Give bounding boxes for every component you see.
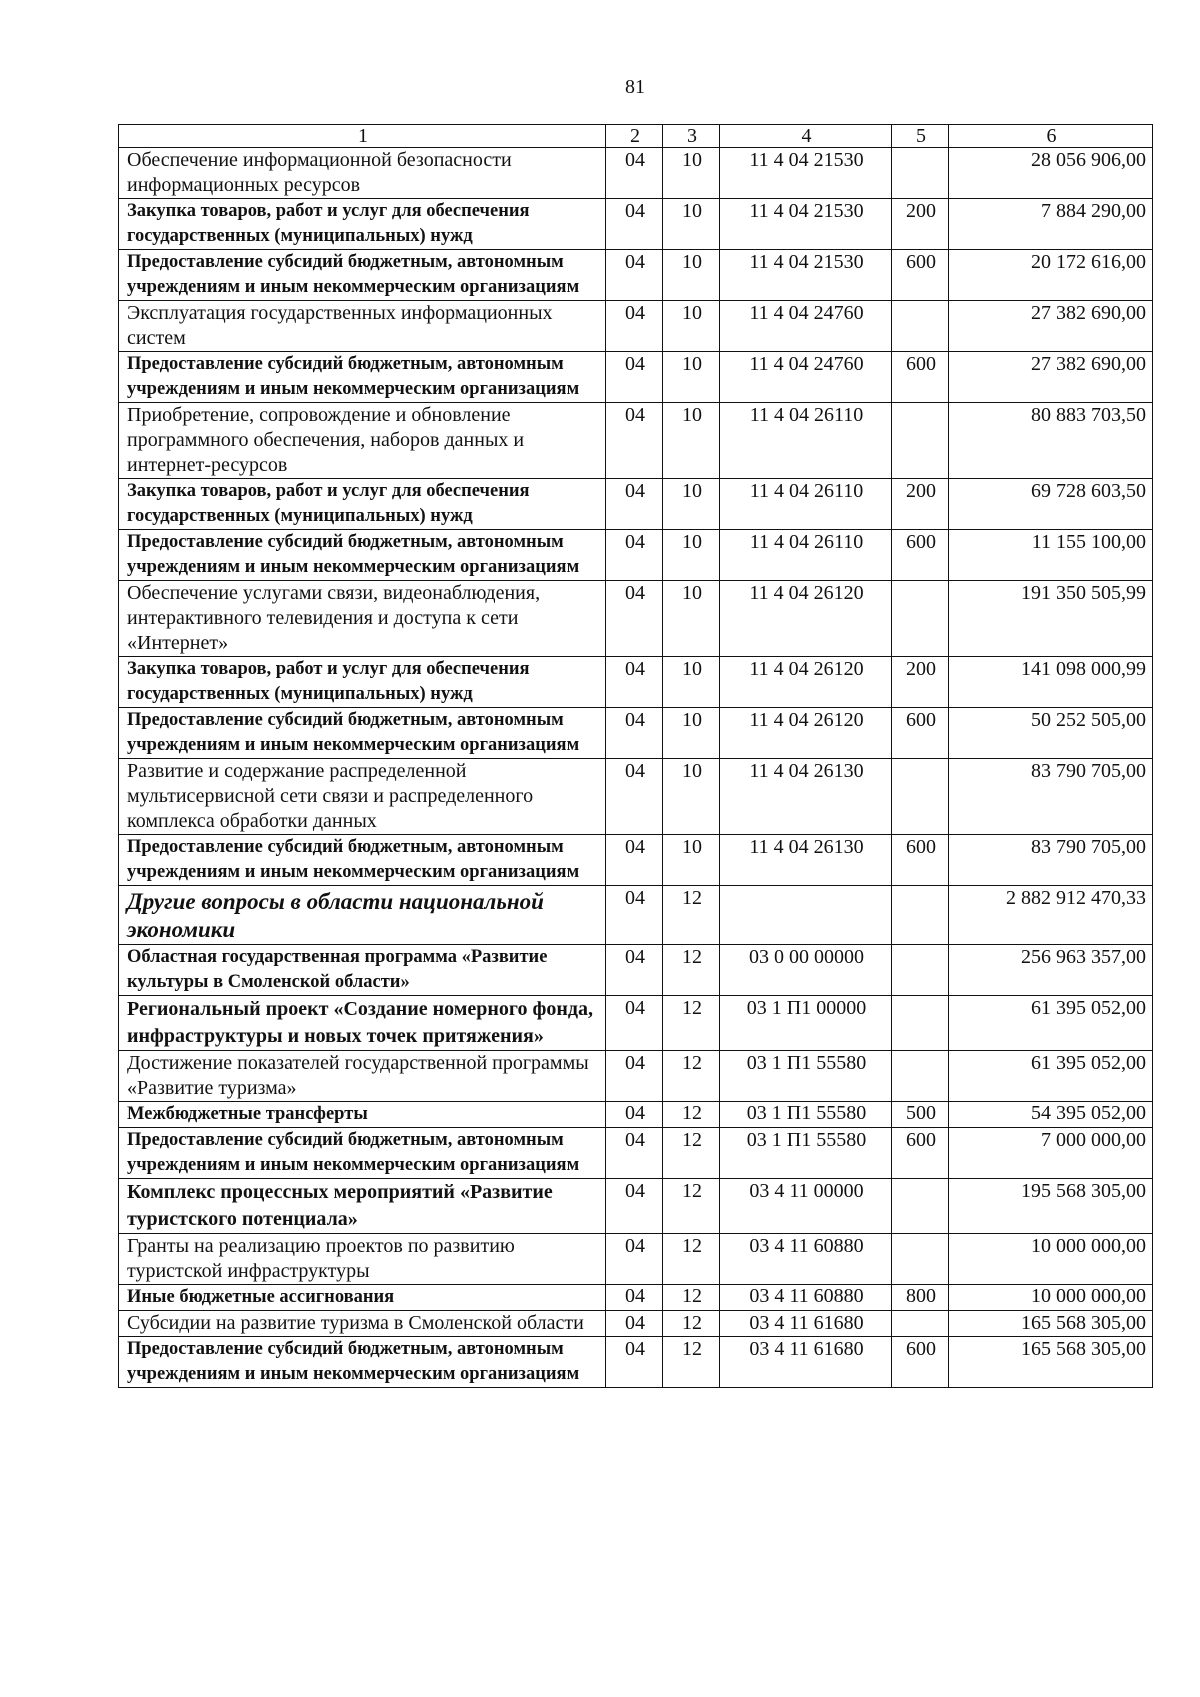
amount-cell: 7 000 000,00 [949,1128,1153,1179]
table-row [119,1311,1153,1337]
amount-cell: 141 098 000,99 [949,657,1153,708]
subsection-code-cell: 12 [663,1337,720,1388]
target-article-cell: 11 4 04 21530 [720,148,892,199]
expense-type-cell: 600 [892,1337,949,1388]
section-code-cell: 04 [606,996,663,1051]
row-name-cell: Областная государственная программа «Развитие культуры в Смоленской области» [119,945,606,996]
amount-cell: 20 172 616,00 [949,250,1153,301]
subsection-code-cell: 10 [663,657,720,708]
row-name-cell: Комплекс процессных мероприятий «Развитие туристского потенциала» [119,1179,606,1234]
target-article-cell: 03 0 00 00000 [720,945,892,996]
target-article-cell [720,886,892,945]
section-code-cell: 04 [606,657,663,708]
amount-cell: 27 382 690,00 [949,352,1153,403]
subsection-code-cell: 12 [663,1234,720,1285]
amount-cell: 27 382 690,00 [949,301,1153,352]
subsection-code-cell: 12 [663,1102,720,1128]
section-code-cell: 04 [606,1337,663,1388]
section-code-cell: 04 [606,1179,663,1234]
target-article-cell: 03 4 11 00000 [720,1179,892,1234]
subsection-code-cell: 10 [663,479,720,530]
expense-type-cell: 500 [892,1102,949,1128]
expense-type-cell [892,301,949,352]
table-row [119,1128,1153,1179]
subsection-code-cell: 10 [663,403,720,479]
row-name-cell: Закупка товаров, работ и услуг для обеспечения государственных (муниципальных) нужд [119,657,606,708]
table-row [119,708,1153,759]
expense-type-cell: 600 [892,250,949,301]
amount-cell: 80 883 703,50 [949,403,1153,479]
section-code-cell: 04 [606,479,663,530]
expense-type-cell: 200 [892,199,949,250]
section-code-cell: 04 [606,581,663,657]
target-article-cell: 11 4 04 26130 [720,759,892,835]
section-code-cell: 04 [606,403,663,479]
subsection-code-cell: 10 [663,301,720,352]
amount-cell: 10 000 000,00 [949,1285,1153,1311]
table-row [119,1102,1153,1128]
amount-cell: 11 155 100,00 [949,530,1153,581]
table-row [119,945,1153,996]
table-row [119,759,1153,835]
row-name-cell: Предоставление субсидий бюджетным, автономным учреждениям и иным некоммерческим организациям [119,1337,606,1388]
expense-type-cell [892,1311,949,1337]
subsection-code-cell: 10 [663,708,720,759]
target-article-cell: 11 4 04 26110 [720,479,892,530]
row-name-cell: Предоставление субсидий бюджетным, автономным учреждениям и иным некоммерческим организациям [119,835,606,886]
subsection-code-cell: 10 [663,250,720,301]
target-article-cell: 11 4 04 26120 [720,657,892,708]
target-article-cell: 11 4 04 21530 [720,250,892,301]
target-article-cell: 03 4 11 60880 [720,1285,892,1311]
target-article-cell: 11 4 04 26110 [720,403,892,479]
table-row [119,657,1153,708]
amount-cell: 10 000 000,00 [949,1234,1153,1285]
subsection-code-cell: 12 [663,1128,720,1179]
column-header: 1 [119,125,606,148]
target-article-cell: 03 1 П1 00000 [720,996,892,1051]
expense-type-cell: 600 [892,835,949,886]
row-name-cell: Субсидии на развитие туризма в Смоленской области [119,1311,606,1337]
section-code-cell: 04 [606,1051,663,1102]
row-name-cell: Закупка товаров, работ и услуг для обеспечения государственных (муниципальных) нужд [119,479,606,530]
table-row [119,1234,1153,1285]
table-row [119,1179,1153,1234]
row-name-cell: Предоставление субсидий бюджетным, автономным учреждениям и иным некоммерческим организациям [119,352,606,403]
column-header: 5 [892,125,949,148]
amount-cell: 83 790 705,00 [949,759,1153,835]
target-article-cell: 03 4 11 61680 [720,1311,892,1337]
column-header: 6 [949,125,1153,148]
amount-cell: 195 568 305,00 [949,1179,1153,1234]
subsection-code-cell: 12 [663,945,720,996]
amount-cell: 191 350 505,99 [949,581,1153,657]
subsection-code-cell: 12 [663,1179,720,1234]
table-header-row [119,125,1153,148]
section-code-cell: 04 [606,1128,663,1179]
target-article-cell: 03 1 П1 55580 [720,1102,892,1128]
expense-type-cell: 600 [892,352,949,403]
target-article-cell: 11 4 04 26120 [720,708,892,759]
section-code-cell: 04 [606,1285,663,1311]
subsection-code-cell: 12 [663,1285,720,1311]
target-article-cell: 11 4 04 24760 [720,301,892,352]
expense-type-cell [892,403,949,479]
expense-type-cell [892,148,949,199]
section-code-cell: 04 [606,352,663,403]
target-article-cell: 11 4 04 21530 [720,199,892,250]
expense-type-cell [892,1234,949,1285]
subsection-code-cell: 12 [663,996,720,1051]
expense-type-cell: 600 [892,530,949,581]
target-article-cell: 03 4 11 60880 [720,1234,892,1285]
section-code-cell: 04 [606,1311,663,1337]
amount-cell: 256 963 357,00 [949,945,1153,996]
section-code-cell: 04 [606,835,663,886]
budget-table [118,124,1153,1388]
section-code-cell: 04 [606,301,663,352]
row-name-cell: Предоставление субсидий бюджетным, автономным учреждениям и иным некоммерческим организациям [119,250,606,301]
amount-cell: 7 884 290,00 [949,199,1153,250]
section-code-cell: 04 [606,945,663,996]
subsection-code-cell: 10 [663,581,720,657]
subsection-code-cell: 10 [663,199,720,250]
row-name-cell: Предоставление субсидий бюджетным, автономным учреждениям и иным некоммерческим организациям [119,530,606,581]
table-row [119,479,1153,530]
row-name-cell: Межбюджетные трансферты [119,1102,606,1128]
subsection-code-cell: 12 [663,1311,720,1337]
row-name-cell: Иные бюджетные ассигнования [119,1285,606,1311]
row-name-cell: Предоставление субсидий бюджетным, автономным учреждениям и иным некоммерческим организациям [119,1128,606,1179]
expense-type-cell [892,1179,949,1234]
table-row [119,1051,1153,1102]
expense-type-cell: 600 [892,708,949,759]
table-row [119,530,1153,581]
amount-cell: 54 395 052,00 [949,1102,1153,1128]
table-row [119,996,1153,1051]
row-name-cell: Гранты на реализацию проектов по развитию туристской инфраструктуры [119,1234,606,1285]
amount-cell: 165 568 305,00 [949,1337,1153,1388]
expense-type-cell [892,886,949,945]
table-row [119,835,1153,886]
target-article-cell: 03 4 11 61680 [720,1337,892,1388]
subsection-code-cell: 12 [663,886,720,945]
table-row [119,1285,1153,1311]
section-code-cell: 04 [606,759,663,835]
row-name-cell: Закупка товаров, работ и услуг для обеспечения государственных (муниципальных) нужд [119,199,606,250]
amount-cell: 50 252 505,00 [949,708,1153,759]
table-row [119,301,1153,352]
amount-cell: 28 056 906,00 [949,148,1153,199]
target-article-cell: 11 4 04 26120 [720,581,892,657]
expense-type-cell: 600 [892,1128,949,1179]
row-name-cell: Развитие и содержание распределенной мультисервисной сети связи и распределенного комплекса обработки данных [119,759,606,835]
table-row [119,403,1153,479]
row-name-cell: Эксплуатация государственных информационных систем [119,301,606,352]
expense-type-cell [892,996,949,1051]
amount-cell: 165 568 305,00 [949,1311,1153,1337]
section-code-cell: 04 [606,148,663,199]
row-name-cell: Обеспечение информационной безопасности информационных ресурсов [119,148,606,199]
subsection-code-cell: 10 [663,530,720,581]
section-code-cell: 04 [606,886,663,945]
amount-cell: 69 728 603,50 [949,479,1153,530]
page-number: 81 [625,76,645,98]
target-article-cell: 11 4 04 26130 [720,835,892,886]
section-code-cell: 04 [606,530,663,581]
table-row [119,1337,1153,1388]
expense-type-cell [892,759,949,835]
section-code-cell: 04 [606,199,663,250]
amount-cell: 61 395 052,00 [949,1051,1153,1102]
target-article-cell: 03 1 П1 55580 [720,1051,892,1102]
subsection-code-cell: 10 [663,148,720,199]
section-code-cell: 04 [606,250,663,301]
row-name-cell: Обеспечение услугами связи, видеонаблюдения, интерактивного телевидения и доступа к сети «Интернет» [119,581,606,657]
expense-type-cell: 200 [892,657,949,708]
table-row [119,199,1153,250]
table-row [119,886,1153,945]
subsection-code-cell: 10 [663,352,720,403]
amount-cell: 2 882 912 470,33 [949,886,1153,945]
expense-type-cell [892,945,949,996]
target-article-cell: 11 4 04 24760 [720,352,892,403]
column-header: 4 [720,125,892,148]
subsection-code-cell: 10 [663,759,720,835]
amount-cell: 83 790 705,00 [949,835,1153,886]
row-name-cell: Региональный проект «Создание номерного фонда, инфраструктуры и новых точек притяжения» [119,996,606,1051]
target-article-cell: 11 4 04 26110 [720,530,892,581]
expense-type-cell [892,1051,949,1102]
subsection-code-cell: 12 [663,1051,720,1102]
table-row [119,148,1153,199]
table-row [119,250,1153,301]
section-code-cell: 04 [606,708,663,759]
section-code-cell: 04 [606,1102,663,1128]
expense-type-cell: 200 [892,479,949,530]
row-name-cell: Достижение показателей государственной программы «Развитие туризма» [119,1051,606,1102]
row-name-cell: Приобретение, сопровождение и обновление программного обеспечения, наборов данных и интернет-ресурсов [119,403,606,479]
table-row [119,352,1153,403]
subsection-code-cell: 10 [663,835,720,886]
table-row [119,581,1153,657]
target-article-cell: 03 1 П1 55580 [720,1128,892,1179]
column-header: 2 [606,125,663,148]
column-header: 3 [663,125,720,148]
amount-cell: 61 395 052,00 [949,996,1153,1051]
expense-type-cell: 800 [892,1285,949,1311]
expense-type-cell [892,581,949,657]
row-name-cell: Другие вопросы в области национальной экономики [119,886,606,945]
section-code-cell: 04 [606,1234,663,1285]
row-name-cell: Предоставление субсидий бюджетным, автономным учреждениям и иным некоммерческим организациям [119,708,606,759]
